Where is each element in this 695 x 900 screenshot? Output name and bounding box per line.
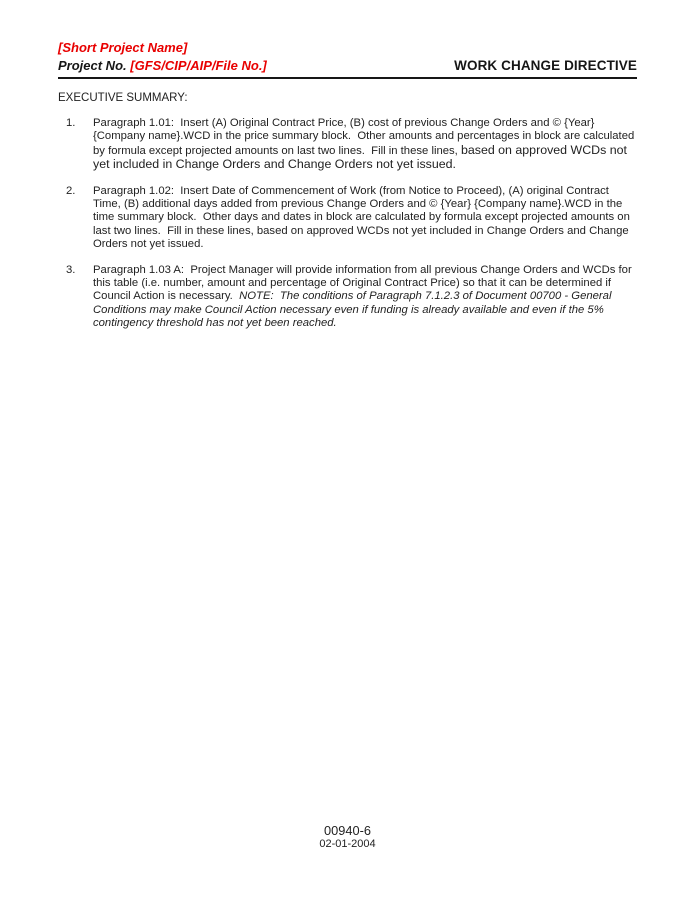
list-item-number: 1. bbox=[66, 117, 76, 129]
project-number-line bbox=[58, 58, 267, 73]
list-item-text bbox=[93, 117, 637, 173]
document-content bbox=[0, 0, 695, 331]
paragraph-1-01-emphasis-text: based on approved WCDs not yet included in Change Orders and Change Orders not yet issued. bbox=[93, 142, 631, 172]
numbered-list bbox=[58, 117, 637, 331]
document-date: 02-01-2004 bbox=[319, 838, 376, 850]
document-title: WORK CHANGE DIRECTIVE bbox=[454, 58, 637, 73]
list-item-1 bbox=[58, 117, 637, 173]
list-item-2 bbox=[58, 185, 637, 252]
list-item-text bbox=[93, 185, 637, 252]
list-item-number: 2. bbox=[66, 184, 76, 197]
paragraph-1-02-text: Paragraph 1.02: Insert Date of Commencement of Work (from Notice to Proceed), (A) original Contract Time, (B) additional days added from previous Change Orders and © {Year} {Company name}.WCD in the time summary block. Other days and dates in block are calculated by formula except projected amounts on last two lines. Fill in these lines, based on approved WCDs not yet included in Change Orders and Change Orders not yet issued. bbox=[93, 184, 634, 251]
document-number: 00940-6 bbox=[324, 823, 371, 838]
list-item-number: 3. bbox=[66, 263, 76, 276]
paragraph-1-03-note-text: NOTE: The conditions of Paragraph 7.1.2.3 of Document 00700 - General Conditions may make Council Action necessary even if funding is already available and even if the 5% contingency threshold has not yet been reached. bbox=[93, 290, 615, 330]
project-number-value: [GFS/CIP/AIP/File No.] bbox=[130, 58, 267, 73]
list-item-text bbox=[93, 264, 637, 331]
page-footer bbox=[0, 823, 695, 851]
header-second-line bbox=[58, 58, 637, 79]
document-header bbox=[58, 40, 637, 79]
project-number-label: Project No. bbox=[58, 58, 131, 73]
list-item-3 bbox=[58, 264, 637, 331]
section-heading-executive-summary: EXECUTIVE SUMMARY: bbox=[58, 92, 188, 104]
paragraph-1-03-text: Paragraph 1.03 A: Project Manager will provide information from all previous Change Orders and WCDs for this table (i.e. number, amount and percentage of Original Contract Price) so that it can be determined if Council Action is necessary. bbox=[93, 263, 635, 303]
project-name: [Short Project Name] bbox=[58, 40, 188, 55]
paragraph-1-01-text: Paragraph 1.01: Insert (A) Original Contract Price, (B) cost of previous Change Orders and © {Year} {Company name}.WCD in the price summary block. Other amounts and percentages in block are calculated by formula except projected amounts on last two lines. Fill in these lines, bbox=[93, 117, 638, 157]
